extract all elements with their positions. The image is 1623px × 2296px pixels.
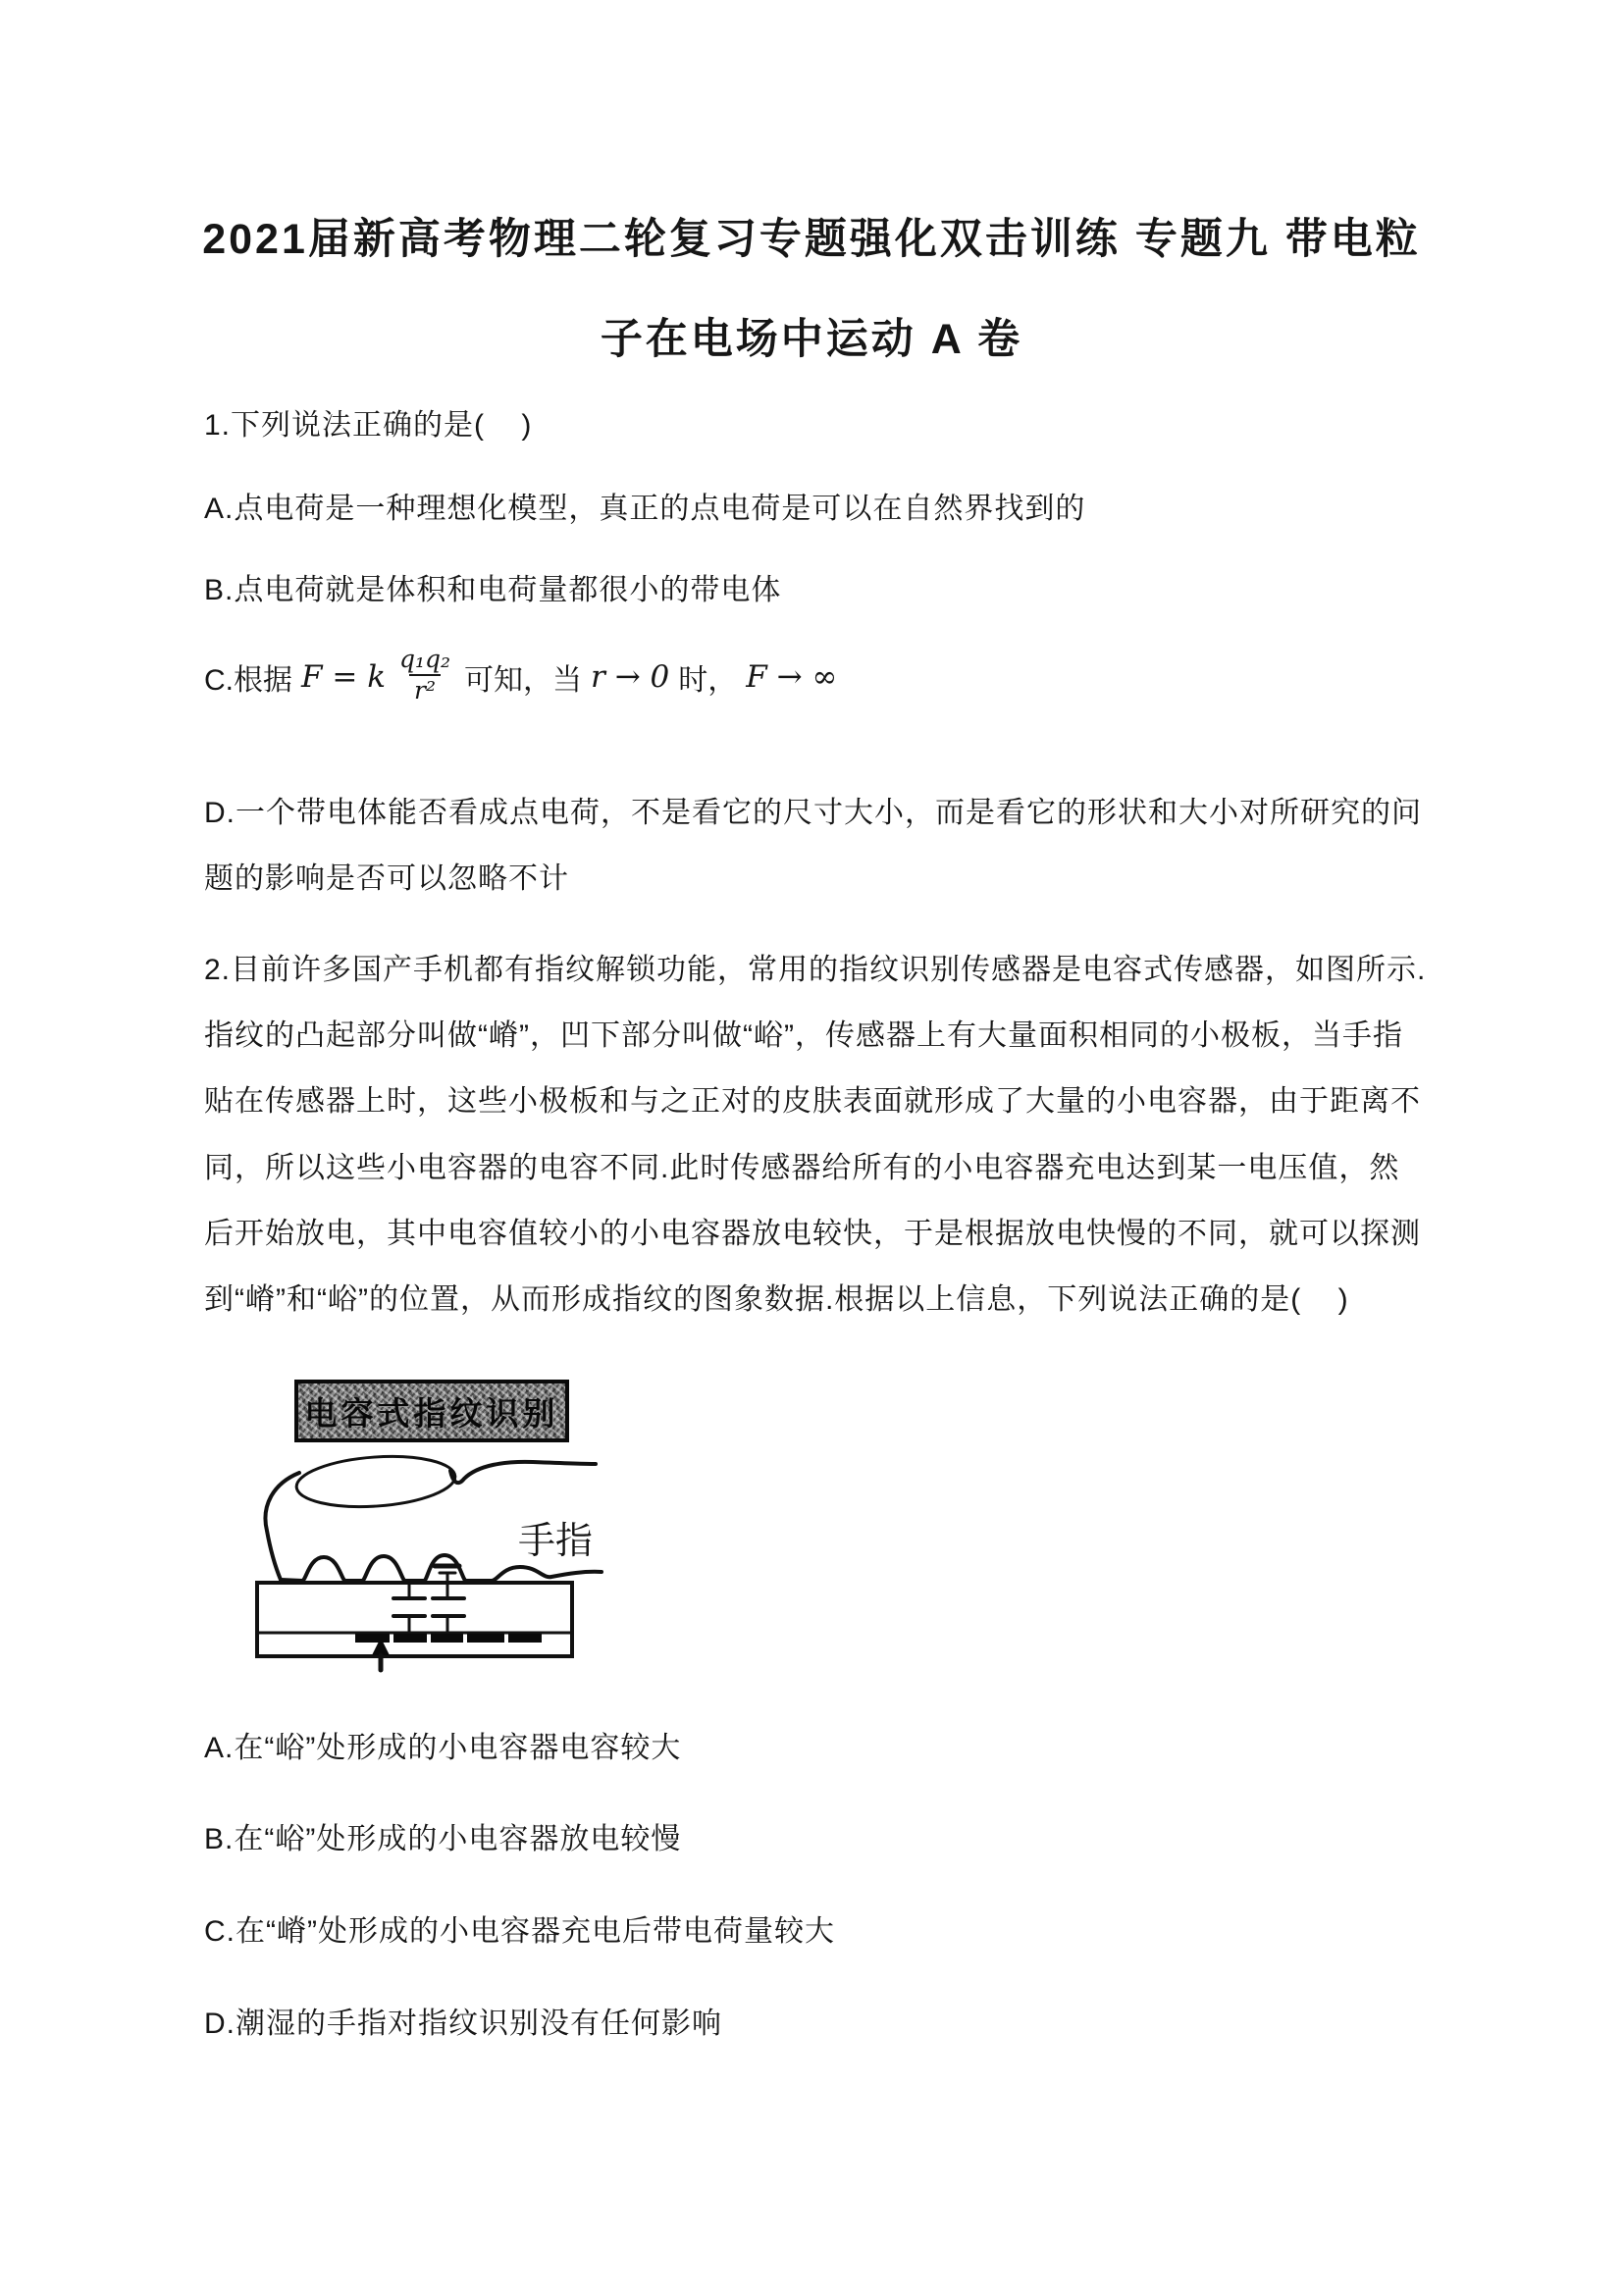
q2-line-5: 后开始放电，其中电容值较小的小电容器放电较快，于是根据放电快慢的不同，就可以探测 bbox=[204, 1218, 1421, 1250]
q2-line-3: 贴在传感器上时，这些小极板和与之正对的皮肤表面就形成了大量的小电容器，由于距离不 bbox=[204, 1085, 1421, 1118]
q2-option-b: B.在“峪”处形成的小电容器放电较慢 bbox=[204, 1823, 682, 1855]
q1-option-d-line-1: D.一个带电体能否看成点电荷，不是看它的尺寸大小，而是看它的形状和大小对所研究的问 bbox=[204, 797, 1422, 829]
fraction-numerator: q₁q₂ bbox=[398, 645, 451, 673]
q1-option-c bbox=[204, 636, 837, 718]
finger-top-outline bbox=[450, 1462, 596, 1483]
q1-option-c-shi: 时， bbox=[678, 664, 738, 697]
sensor-box bbox=[257, 1583, 572, 1656]
limit-expression: r → 0 bbox=[591, 659, 670, 695]
q1-option-c-prefix: C.根据 bbox=[204, 664, 292, 697]
skin-capacitor bbox=[435, 1566, 459, 1582]
page-title-line-2: 子在电场中运动 A 卷 bbox=[600, 316, 1023, 363]
coulomb-law-fraction bbox=[394, 645, 455, 705]
finger-left-outline bbox=[265, 1473, 299, 1580]
capacitor-left bbox=[393, 1584, 425, 1632]
q1-option-c-mid: 可知，当 bbox=[464, 664, 583, 697]
electrode-strip bbox=[508, 1634, 542, 1643]
electrode-strip bbox=[467, 1634, 504, 1643]
q1-option-a: A.点电荷是一种理想化模型，真正的点电荷是可以在自然界找到的 bbox=[204, 493, 1086, 525]
q2-line-4: 同，所以这些小电容器的电容不同.此时传感器给所有的小电容器充电达到某一电压值，然 bbox=[204, 1152, 1400, 1184]
electrode-strip bbox=[431, 1634, 463, 1643]
q1-stem: 1.下列说法正确的是( ) bbox=[204, 409, 533, 442]
q2-option-c: C.在“嵴”处形成的小电容器充电后带电荷量较大 bbox=[204, 1915, 835, 1948]
q2-line-2: 指纹的凸起部分叫做“嵴”，凹下部分叫做“峪”，传感器上有大量面积相同的小极板，当手指 bbox=[204, 1019, 1403, 1052]
result-expression: F → ∞ bbox=[746, 659, 838, 695]
q1-option-d-line-2: 题的影响是否可以忽略不计 bbox=[204, 862, 569, 895]
coulomb-law-lhs: F = k bbox=[301, 659, 386, 695]
q2-line-6: 到“嵴”和“峪”的位置，从而形成指纹的图象数据.根据以上信息，下列说法正确的是( ) bbox=[204, 1283, 1349, 1316]
figure-banner-label: 电容式指纹识别 bbox=[304, 1394, 559, 1432]
electrode-strip bbox=[355, 1634, 390, 1643]
fingernail bbox=[294, 1451, 456, 1511]
q2-option-d: D.潮湿的手指对指纹识别没有任何影响 bbox=[204, 2008, 722, 2040]
q2-option-a: A.在“峪”处形成的小电容器电容较大 bbox=[204, 1732, 682, 1764]
fingerprint-sensor-figure bbox=[226, 1442, 677, 1683]
q2-line-1: 2.目前许多国产手机都有指纹解锁功能，常用的指纹识别传感器是电容式传感器，如图所示. bbox=[204, 954, 1427, 986]
finger-label: 手指 bbox=[518, 1521, 594, 1562]
capacitor-right bbox=[433, 1584, 464, 1632]
figure-banner bbox=[294, 1380, 569, 1442]
q1-option-b: B.点电荷就是体积和电荷量都很小的带电体 bbox=[204, 574, 782, 606]
page-title-line-1: 2021届新高考物理二轮复习专题强化双击训练 专题九 带电粒 bbox=[202, 216, 1421, 263]
fraction-denominator: r² bbox=[409, 674, 441, 705]
electrode-strip bbox=[393, 1634, 427, 1643]
electrode-strips bbox=[355, 1634, 542, 1643]
